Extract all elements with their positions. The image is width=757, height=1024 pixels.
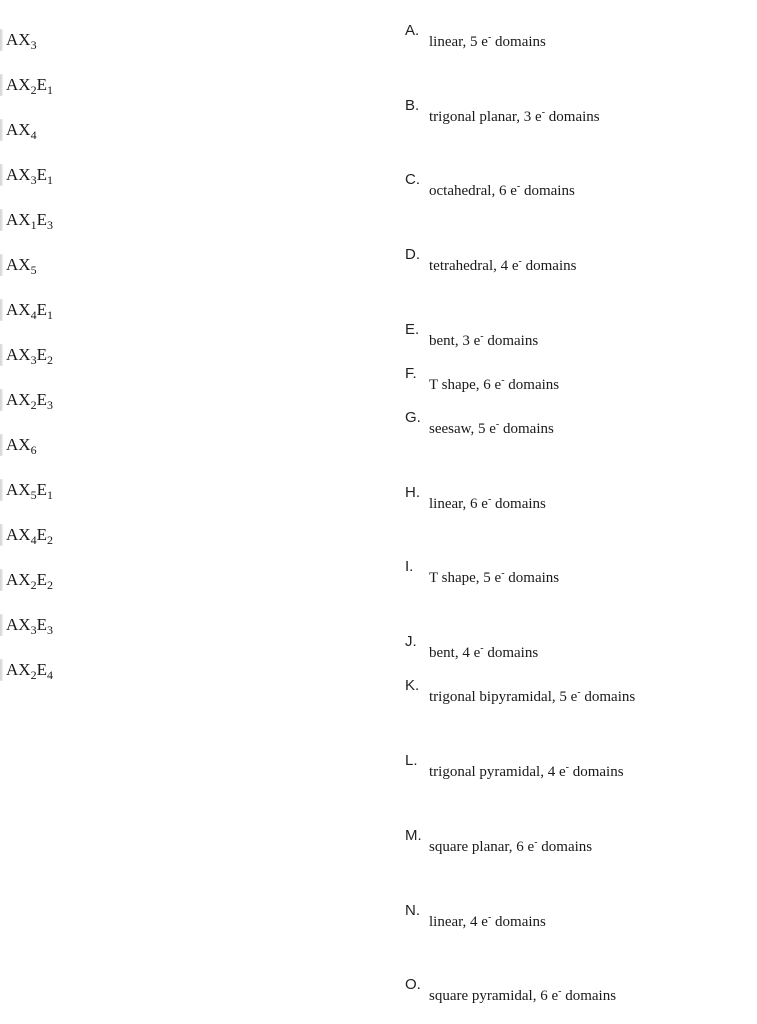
prompt-e-count: 1 <box>46 173 53 187</box>
choice-text: tetrahedral, 4 e- domains <box>429 256 577 274</box>
choice-letter: D. <box>405 246 420 263</box>
prompt-lone-pair-symbol: E <box>36 75 47 94</box>
prompt-base: AX <box>6 570 31 589</box>
answer-choice[interactable] <box>400 485 757 519</box>
prompt-x-count: 4 <box>30 128 37 142</box>
choice-text: bent, 4 e- domains <box>429 643 539 661</box>
prompt-x-count: 3 <box>30 623 37 637</box>
answer-choice[interactable] <box>400 172 757 206</box>
prompt-x-count: 6 <box>30 443 37 457</box>
choice-text: square pyramidal, 6 e- domains <box>429 986 617 1004</box>
choice-text: trigonal bipyramidal, 5 e- domains <box>429 687 636 705</box>
prompt-lone-pair-symbol: E <box>36 480 47 499</box>
prompt-list <box>0 0 120 1024</box>
prompt-x-count: 2 <box>30 83 37 97</box>
prompt-item[interactable] <box>0 565 120 595</box>
answer-choice[interactable] <box>400 634 757 668</box>
choice-text: square planar, 6 e- domains <box>429 837 593 855</box>
answer-choice[interactable] <box>400 678 757 712</box>
answer-choice[interactable] <box>400 977 757 1011</box>
prompt-e-count: 3 <box>46 623 53 637</box>
prompt-x-count: 5 <box>30 263 37 277</box>
answer-choice[interactable] <box>400 366 757 400</box>
prompt-x-count: 5 <box>30 488 37 502</box>
prompt-base: AX <box>6 120 31 139</box>
prompt-item[interactable] <box>0 340 120 370</box>
answer-choice[interactable] <box>400 322 757 356</box>
prompt-e-count: 4 <box>46 668 53 682</box>
choice-letter: O. <box>405 976 421 993</box>
choice-letter: B. <box>405 97 420 114</box>
prompt-base: AX <box>6 30 31 49</box>
prompt-item[interactable] <box>0 70 120 100</box>
answer-choice[interactable] <box>400 23 757 57</box>
prompt-lone-pair-symbol: E <box>36 345 47 364</box>
prompt-item[interactable] <box>0 610 120 640</box>
prompt-base: AX <box>6 75 31 94</box>
prompt-e-count: 1 <box>46 488 53 502</box>
choice-text: linear, 5 e- domains <box>429 32 546 50</box>
choice-text: linear, 6 e- domains <box>429 494 546 512</box>
choice-letter: G. <box>405 409 421 426</box>
choice-letter: H. <box>405 484 420 501</box>
prompt-item[interactable] <box>0 115 120 145</box>
prompt-e-count: 3 <box>46 398 53 412</box>
prompt-item[interactable] <box>0 295 120 325</box>
prompt-e-count: 2 <box>46 578 53 592</box>
prompt-x-count: 2 <box>30 668 37 682</box>
choice-letter: N. <box>405 902 420 919</box>
prompt-lone-pair-symbol: E <box>36 660 47 679</box>
prompt-item[interactable] <box>0 250 120 280</box>
prompt-x-count: 3 <box>30 38 37 52</box>
choice-letter: F. <box>405 365 417 382</box>
answer-choice[interactable] <box>400 828 757 862</box>
answer-choice[interactable] <box>400 753 757 787</box>
choice-text: seesaw, 5 e- domains <box>429 419 554 437</box>
prompt-lone-pair-symbol: E <box>36 165 47 184</box>
prompt-lone-pair-symbol: E <box>36 570 47 589</box>
choice-letter: E. <box>405 321 420 338</box>
prompt-base: AX <box>6 480 31 499</box>
prompt-item[interactable] <box>0 475 120 505</box>
prompt-x-count: 4 <box>30 533 37 547</box>
choice-text: trigonal planar, 3 e- domains <box>429 107 600 125</box>
prompt-e-count: 1 <box>46 308 53 322</box>
answer-choice[interactable] <box>400 410 757 444</box>
prompt-base: AX <box>6 435 31 454</box>
choice-letter: A. <box>405 22 420 39</box>
prompt-item[interactable] <box>0 430 120 460</box>
prompt-lone-pair-symbol: E <box>36 615 47 634</box>
choice-text: T shape, 6 e- domains <box>429 375 560 393</box>
prompt-base: AX <box>6 660 31 679</box>
prompt-e-count: 2 <box>46 533 53 547</box>
prompt-item[interactable] <box>0 520 120 550</box>
choice-text: trigonal pyramidal, 4 e- domains <box>429 762 624 780</box>
prompt-base: AX <box>6 210 31 229</box>
choice-text: bent, 3 e- domains <box>429 331 539 349</box>
choice-letter: C. <box>405 171 420 188</box>
answer-choice[interactable] <box>400 559 757 593</box>
answer-choice[interactable] <box>400 903 757 937</box>
prompt-x-count: 2 <box>30 578 37 592</box>
prompt-base: AX <box>6 390 31 409</box>
choice-text: T shape, 5 e- domains <box>429 568 560 586</box>
choice-text: octahedral, 6 e- domains <box>429 181 575 199</box>
prompt-base: AX <box>6 525 31 544</box>
prompt-item[interactable] <box>0 655 120 685</box>
choice-letter: J. <box>405 633 417 650</box>
answer-choice-list <box>400 0 757 1024</box>
prompt-e-count: 1 <box>46 83 53 97</box>
answer-choice[interactable] <box>400 247 757 281</box>
prompt-lone-pair-symbol: E <box>36 390 47 409</box>
prompt-lone-pair-symbol: E <box>36 210 47 229</box>
prompt-x-count: 1 <box>30 218 37 232</box>
prompt-base: AX <box>6 615 31 634</box>
prompt-base: AX <box>6 300 31 319</box>
prompt-item[interactable] <box>0 25 120 55</box>
prompt-x-count: 2 <box>30 398 37 412</box>
answer-choice[interactable] <box>400 98 757 132</box>
prompt-x-count: 3 <box>30 353 37 367</box>
prompt-e-count: 2 <box>46 353 53 367</box>
prompt-base: AX <box>6 345 31 364</box>
prompt-x-count: 4 <box>30 308 37 322</box>
prompt-base: AX <box>6 255 31 274</box>
prompt-item[interactable] <box>0 160 120 190</box>
choice-letter: K. <box>405 677 420 694</box>
prompt-item[interactable] <box>0 205 120 235</box>
prompt-lone-pair-symbol: E <box>36 525 47 544</box>
choice-text: linear, 4 e- domains <box>429 912 546 930</box>
prompt-item[interactable] <box>0 385 120 415</box>
prompt-x-count: 3 <box>30 173 37 187</box>
choice-letter: I. <box>405 558 414 575</box>
prompt-lone-pair-symbol: E <box>36 300 47 319</box>
choice-letter: M. <box>405 827 422 844</box>
prompt-base: AX <box>6 165 31 184</box>
prompt-e-count: 3 <box>46 218 53 232</box>
choice-letter: L. <box>405 752 418 769</box>
